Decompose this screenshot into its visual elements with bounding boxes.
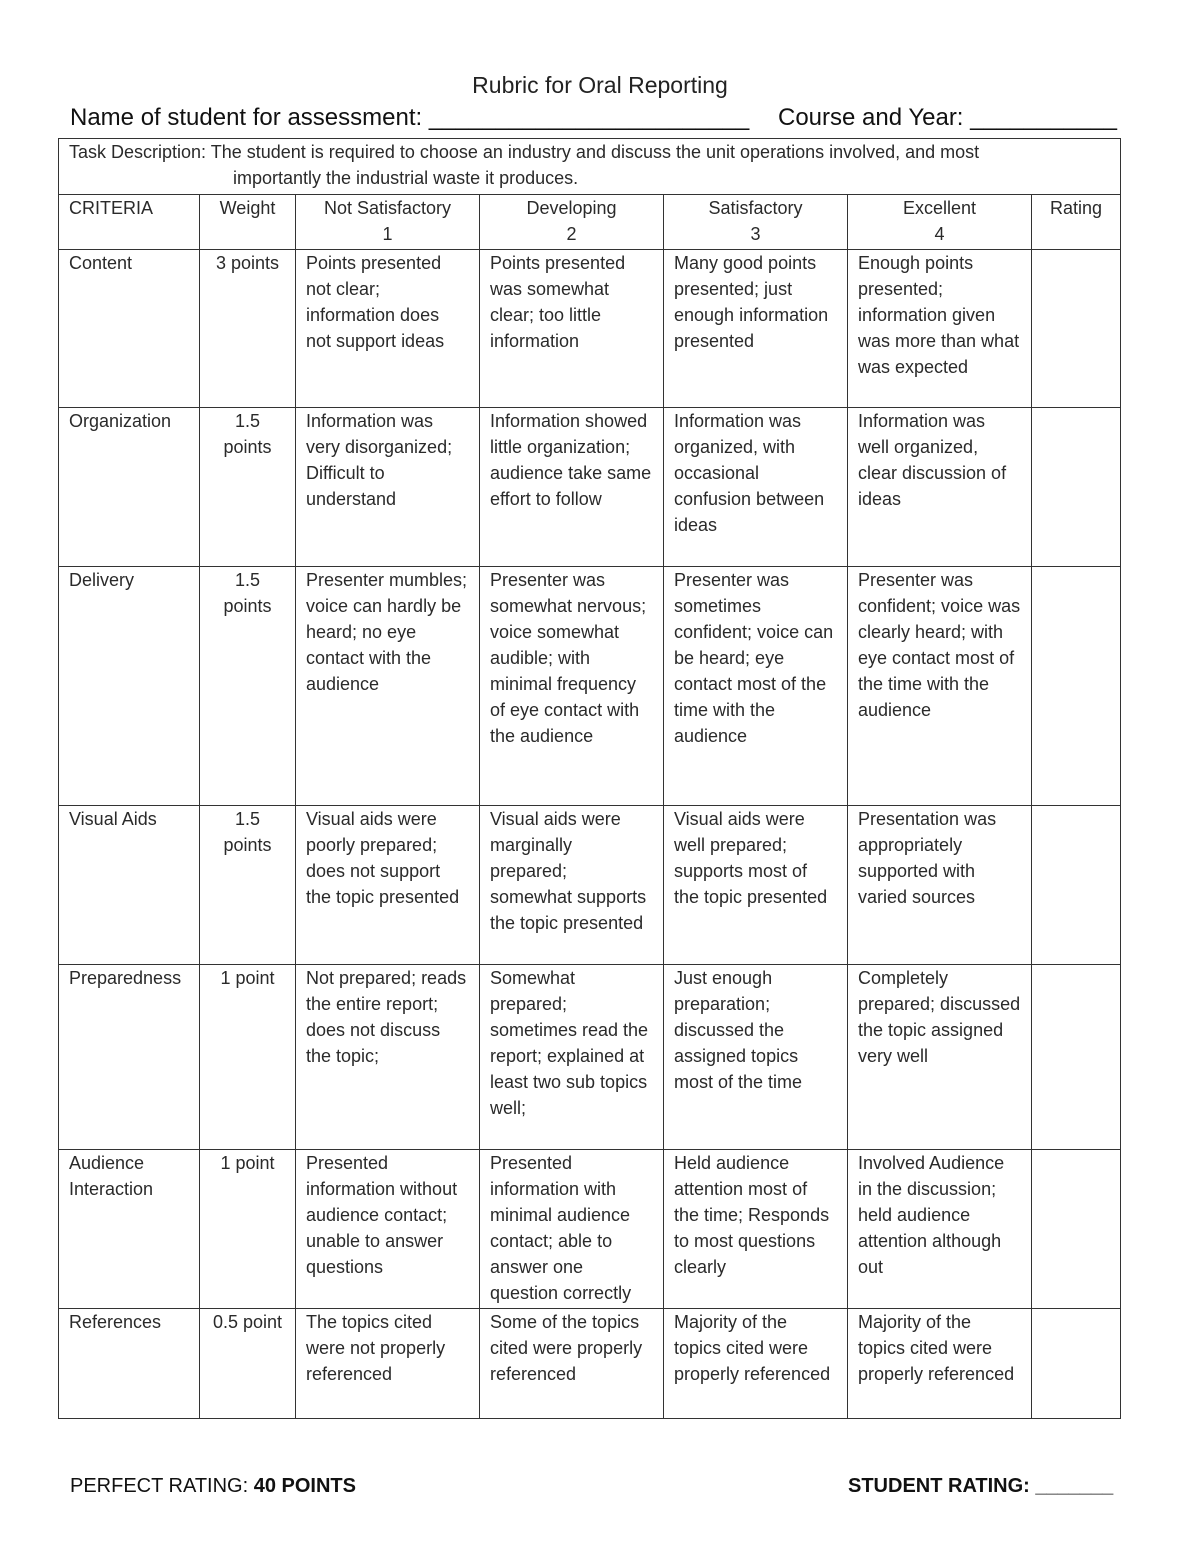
rubric-row-organization	[59, 408, 1121, 567]
perfect-rating-label: PERFECT RATING:	[70, 1475, 254, 1497]
level-4-cell: Completely prepared; discussed the topic assigned very well	[848, 965, 1032, 1150]
criteria-cell: Delivery	[59, 567, 200, 806]
level-1-cell: Points presented not clear; information does not support ideas	[296, 250, 480, 408]
rubric-row-visual-aids	[59, 806, 1121, 965]
header-level-3	[664, 195, 848, 250]
level-3-cell: Visual aids were well prepared; supports most of the topic presented	[664, 806, 848, 965]
perfect-rating	[70, 1475, 356, 1498]
weight-cell: 1.5 points	[200, 806, 296, 965]
rubric-row-audience-interaction	[59, 1150, 1121, 1309]
rubric-row-delivery	[59, 567, 1121, 806]
level-name: Developing	[526, 198, 617, 218]
level-score: 3	[750, 224, 761, 244]
perfect-rating-value: 40 POINTS	[253, 1475, 356, 1497]
rating-cell[interactable]	[1032, 567, 1121, 806]
level-1-cell: Information was very disorganized; Difficult to understand	[296, 408, 480, 567]
level-3-cell: Majority of the topics cited were properly referenced	[664, 1309, 848, 1419]
student-name-field[interactable]: Name of student for assessment: ________________________	[70, 104, 750, 131]
rubric-row-content	[59, 250, 1121, 408]
criteria-cell: Visual Aids	[59, 806, 200, 965]
task-description-line-1: Task Description: The student is required to choose an industry and discuss the unit operations involved, and most	[69, 142, 980, 162]
level-3-cell: Just enough preparation; discussed the assigned topics most of the time	[664, 965, 848, 1150]
header-row	[59, 195, 1121, 250]
header-rating: Rating	[1032, 195, 1121, 250]
level-score: 1	[382, 224, 393, 244]
level-score: 2	[566, 224, 577, 244]
level-4-cell: Presenter was confident; voice was clearly heard; with eye contact most of the time with the audience	[848, 567, 1032, 806]
header-level-4	[848, 195, 1032, 250]
weight-cell: 1 point	[200, 1150, 296, 1309]
weight-cell: 1.5 points	[200, 567, 296, 806]
level-score: 4	[934, 224, 945, 244]
page-title: Rubric for Oral Reporting	[472, 72, 728, 98]
weight-cell: 1 point	[200, 965, 296, 1150]
level-2-cell: Points presented was somewhat clear; too little information	[480, 250, 664, 408]
header-level-1	[296, 195, 480, 250]
weight-cell: 1.5 points	[200, 408, 296, 567]
level-2-cell: Somewhat prepared; sometimes read the report; explained at least two sub topics well;	[480, 965, 664, 1150]
level-2-cell: Information showed little organization; audience take same effort to follow	[480, 408, 664, 567]
rating-cell[interactable]	[1032, 806, 1121, 965]
rubric-table	[58, 138, 1121, 1419]
rating-cell[interactable]	[1032, 408, 1121, 567]
student-rating-field[interactable]: STUDENT RATING: _______	[848, 1475, 1114, 1497]
level-3-cell: Many good points presented; just enough information presented	[664, 250, 848, 408]
level-1-cell: Presenter mumbles; voice can hardly be heard; no eye contact with the audience	[296, 567, 480, 806]
criteria-cell: Organization	[59, 408, 200, 567]
rubric-row-references	[59, 1309, 1121, 1419]
criteria-cell: Preparedness	[59, 965, 200, 1150]
weight-cell: 3 points	[200, 250, 296, 408]
level-name: Not Satisfactory	[323, 198, 452, 218]
level-4-cell: Enough points presented; information given was more than what was expected	[848, 250, 1032, 408]
level-4-cell: Involved Audience in the discussion; held audience attention although out	[848, 1150, 1032, 1309]
level-1-cell: The topics cited were not properly referenced	[296, 1309, 480, 1419]
level-1-cell: Visual aids were poorly prepared; does not support the topic presented	[296, 806, 480, 965]
course-year-field[interactable]: Course and Year: ___________	[778, 104, 1117, 131]
criteria-cell: Audience Interaction	[59, 1150, 200, 1309]
level-2-cell: Visual aids were marginally prepared; somewhat supports the topic presented	[480, 806, 664, 965]
criteria-cell: Content	[59, 250, 200, 408]
task-description	[59, 139, 1121, 195]
level-2-cell: Presenter was somewhat nervous; voice somewhat audible; with minimal frequency of eye contact with the audience	[480, 567, 664, 806]
criteria-cell: References	[59, 1309, 200, 1419]
rating-cell[interactable]	[1032, 250, 1121, 408]
level-2-cell: Some of the topics cited were properly referenced	[480, 1309, 664, 1419]
level-1-cell: Presented information without audience contact; unable to answer questions	[296, 1150, 480, 1309]
level-4-cell: Presentation was appropriately supported with varied sources	[848, 806, 1032, 965]
student-info-line	[70, 104, 1120, 132]
task-description-row	[59, 139, 1121, 195]
level-4-cell: Information was well organized, clear discussion of ideas	[848, 408, 1032, 567]
level-name: Excellent	[902, 198, 977, 218]
level-3-cell: Presenter was sometimes confident; voice can be heard; eye contact most of the time with the audience	[664, 567, 848, 806]
header-criteria: CRITERIA	[59, 195, 200, 250]
rating-cell[interactable]	[1032, 1150, 1121, 1309]
level-2-cell: Presented information with minimal audience contact; able to answer one question correctly	[480, 1150, 664, 1309]
level-4-cell: Majority of the topics cited were properly referenced	[848, 1309, 1032, 1419]
rating-cell[interactable]	[1032, 1309, 1121, 1419]
header-weight: Weight	[200, 195, 296, 250]
header-level-2	[480, 195, 664, 250]
level-3-cell: Information was organized, with occasional confusion between ideas	[664, 408, 848, 567]
rating-cell[interactable]	[1032, 965, 1121, 1150]
task-description-line-2: importantly the industrial waste it produces.	[233, 168, 579, 188]
level-name: Satisfactory	[708, 198, 803, 218]
rubric-row-preparedness	[59, 965, 1121, 1150]
level-1-cell: Not prepared; reads the entire report; does not discuss the topic;	[296, 965, 480, 1150]
level-3-cell: Held audience attention most of the time; Responds to most questions clearly	[664, 1150, 848, 1309]
weight-cell: 0.5 point	[200, 1309, 296, 1419]
